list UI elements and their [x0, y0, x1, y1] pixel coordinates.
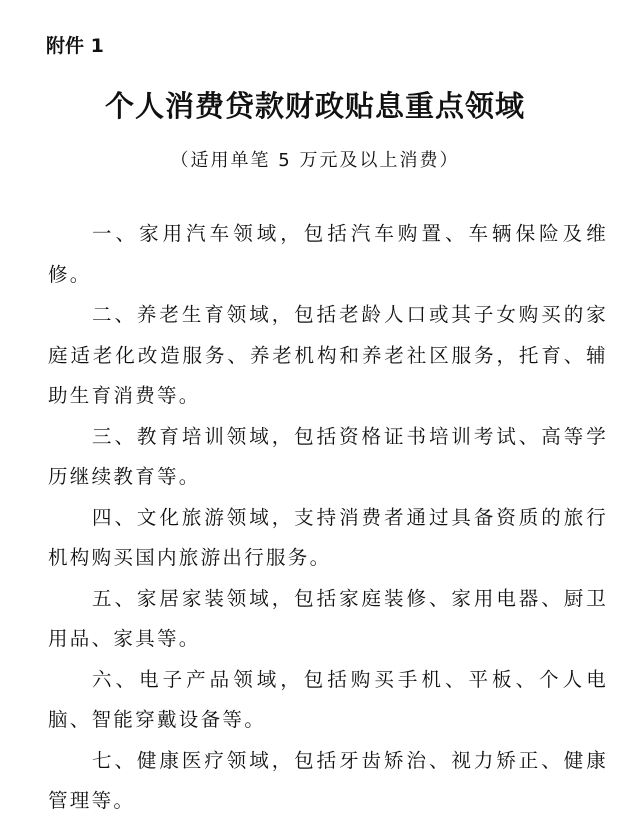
paragraph-culture-tourism: 四、文化旅游领域，支持消费者通过具备资质的旅行机构购买国内旅游出行服务。	[48, 505, 608, 569]
paragraph-electronics: 六、电子产品领域，包括购买手机、平板、个人电脑、智能穿戴设备等。	[48, 667, 608, 731]
document-title: 个人消费贷款财政贴息重点领域	[104, 89, 525, 123]
paragraph-elderly-care-childbirth: 二、养老生育领域，包括老龄人口或其子女购买的家庭适老化改造服务、养老机构和养老社区服务，托育、辅助生育消费等。	[48, 303, 608, 407]
paragraph-health-medical: 七、健康医疗领域，包括牙齿矫治、视力矫正、健康管理等。	[48, 748, 608, 812]
paragraph-education-training: 三、教育培训领域，包括资格证书培训考试、高等学历继续教育等。	[48, 424, 608, 488]
document-body	[48, 214, 608, 822]
document-subtitle: （适用单笔 5 万元及以上消费）	[170, 150, 460, 171]
attachment-label: 附件 1	[46, 35, 104, 57]
paragraph-home-furnishing: 五、家居家装领域，包括家庭装修、家用电器、厨卫用品、家具等。	[48, 586, 608, 650]
paragraph-household-car: 一、家用汽车领域，包括汽车购置、车辆保险及维修。	[48, 222, 608, 286]
